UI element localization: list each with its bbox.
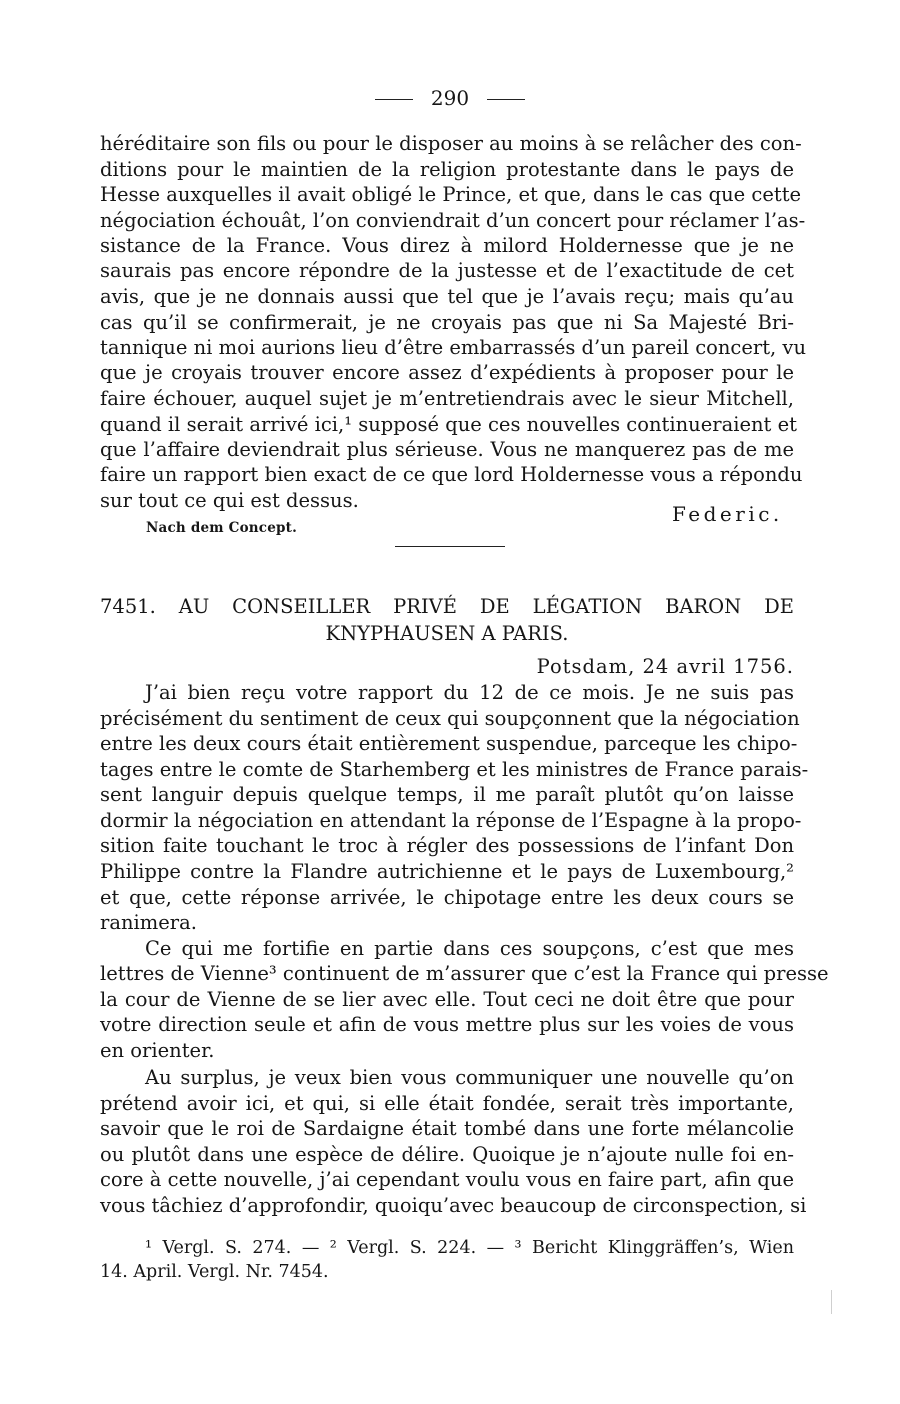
letter-title-line1 — [100, 593, 794, 621]
page-header — [0, 84, 900, 112]
text-line: core à cette nouvelle, j’ai cependant voulu vous en faire part, afin que — [100, 1168, 794, 1191]
letter-number: 7451. — [100, 595, 156, 618]
scan-edge-mark — [831, 1290, 832, 1314]
text-line: lettres de Vienne³ continuent de m’assurer que c’est la France qui presse — [100, 962, 829, 985]
letter-title-line2: KNYPHAUSEN A PARIS. — [325, 622, 569, 645]
text-line: cas qu’il se confirmerait, je ne croyais pas que ni Sa Majesté Bri- — [100, 311, 794, 334]
header-rule-right — [487, 99, 525, 100]
page-number: 290 — [430, 86, 470, 110]
letter-title-text: AU CONSEILLER PRIVÉ DE LÉGATION BARON DE — [178, 595, 794, 618]
text-line: que je croyais trouver encore assez d’expédients à proposer pour le — [100, 361, 794, 384]
header-rule-left — [375, 99, 413, 100]
text-line: que l’affaire deviendrait plus sérieuse. Vous ne manquerez pas de me — [100, 438, 794, 461]
text-line: savoir que le roi de Sardaigne était tombé dans une forte mélancolie — [100, 1117, 794, 1140]
source-note: Nach dem Concept. — [146, 520, 297, 536]
text-line: faire un rapport bien exact de ce que lord Holdernesse vous a répondu — [100, 463, 803, 486]
text-line: ou plutôt dans une espèce de délire. Quoique je n’ajoute nulle foi en- — [100, 1143, 794, 1166]
text-line: sition faite touchant le troc à régler des possessions de l’infant Don — [100, 834, 794, 857]
text-line: votre direction seule et afin de vous mettre plus sur les voies de vous — [100, 1013, 794, 1036]
text-line: entre les deux cours était entièrement suspendue, parceque les chipo- — [100, 732, 798, 755]
text-line: J’ai bien reçu votre rapport du 12 de ce mois. Je ne suis pas — [145, 681, 794, 704]
text-line: avis, que je ne donnais aussi que tel que je l’avais reçu; mais qu’au — [100, 285, 794, 308]
text-line: négociation échouât, l’on conviendrait d’un concert pour réclamer l’as- — [100, 209, 806, 232]
signature: Federic. — [672, 502, 783, 526]
text-line: Ce qui me fortifie en partie dans ces soupçons, c’est que mes — [145, 937, 794, 960]
text-line: en orienter. — [100, 1039, 215, 1062]
text-line: sistance de la France. Vous direz à milord Holdernesse que je ne — [100, 234, 794, 257]
text-line: sent languir depuis quelque temps, il me paraît plutôt qu’on laisse — [100, 783, 794, 806]
text-line: précisément du sentiment de ceux qui soupçonnent que la négociation — [100, 707, 800, 730]
text-line: sur tout ce qui est dessus. — [100, 489, 359, 512]
text-line: ditions pour le maintien de la religion protestante dans le pays de — [100, 158, 794, 181]
text-line: la cour de Vienne de se lier avec elle. Tout ceci ne doit être que pour — [100, 988, 794, 1011]
footnote-line: ¹ Vergl. S. 274. — ² Vergl. S. 224. — ³ Bericht Klinggräffen’s, Wien — [145, 1238, 794, 1258]
text-line: prétend avoir ici, et qui, si elle était fondée, serait très importante, — [100, 1092, 794, 1115]
text-line: vous tâchiez d’approfondir, quoiqu’avec beaucoup de circonspection, si — [100, 1194, 807, 1217]
text-line: tages entre le comte de Starhemberg et les ministres de France parais- — [100, 758, 809, 781]
text-line: Philippe contre la Flandre autrichienne et le pays de Luxembourg,² — [100, 860, 794, 883]
text-line: et que, cette réponse arrivée, le chipotage entre les deux cours se — [100, 886, 794, 909]
text-line: héréditaire son fils ou pour le disposer au moins à se relâcher des con- — [100, 132, 802, 155]
text-line: faire échouer, auquel sujet je m’entretiendrais avec le sieur Mitchell, — [100, 387, 794, 410]
section-divider — [395, 546, 505, 547]
text-line: dormir la négociation en attendant la réponse de l’Espagne à la propo- — [100, 809, 802, 832]
letter-dateline: Potsdam, 24 avril 1756. — [536, 655, 794, 678]
text-line: saurais pas encore répondre de la justesse et de l’exactitude de cet — [100, 259, 794, 282]
text-line: quand il serait arrivé ici,¹ supposé que ces nouvelles continueraient et — [100, 413, 797, 436]
footnote-line: 14. April. Vergl. Nr. 7454. — [100, 1262, 329, 1282]
text-line: Au surplus, je veux bien vous communiquer une nouvelle qu’on — [145, 1066, 794, 1089]
text-line: tannique ni moi aurions lieu d’être embarrassés d’un pareil concert, vu — [100, 336, 807, 359]
text-line: ranimera. — [100, 911, 197, 934]
text-line: Hesse auxquelles il avait obligé le Prince, et que, dans le cas que cette — [100, 183, 802, 206]
